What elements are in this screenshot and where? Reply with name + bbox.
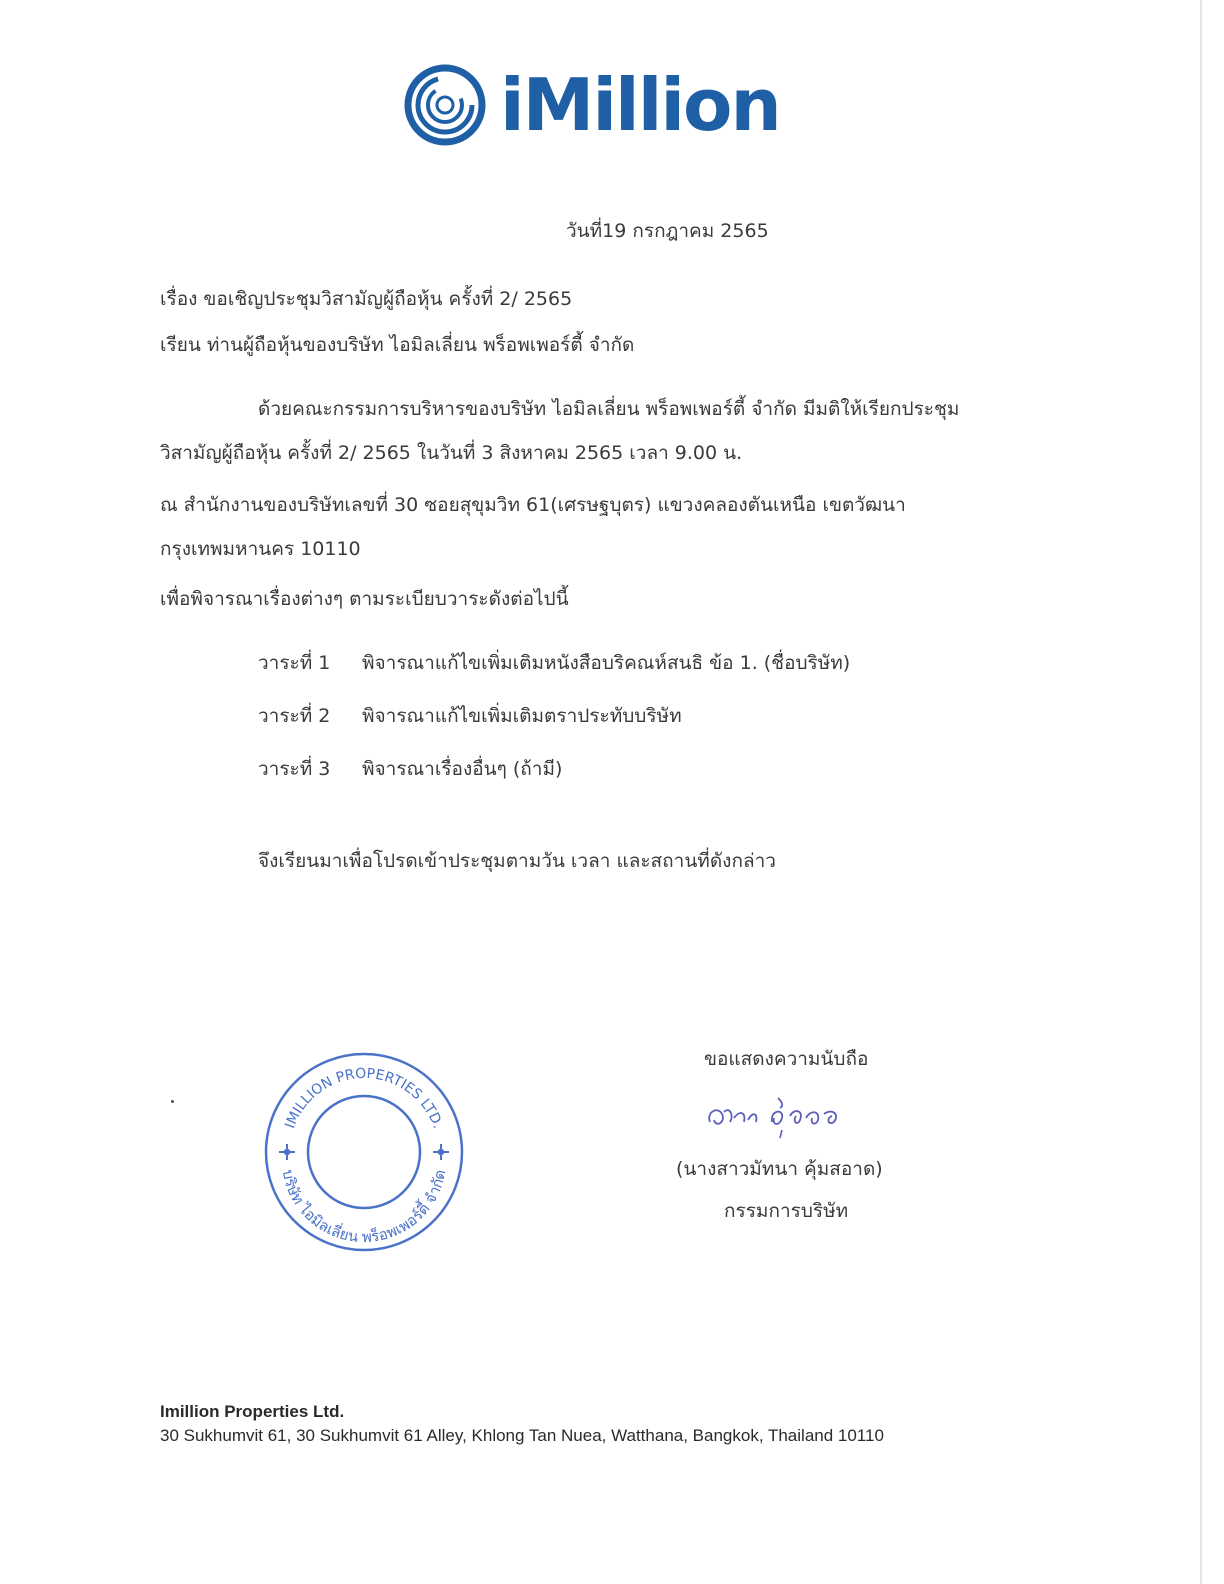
- scan-speck: [171, 1100, 174, 1103]
- stamp-star-right-icon: [433, 1144, 449, 1160]
- imillion-swirl-icon: [404, 64, 486, 146]
- agenda-item-3-text: พิจารณาเรื่องอื่นๆ (ถ้ามี): [362, 758, 563, 780]
- signer-position: กรรมการบริษัท: [724, 1200, 849, 1222]
- letter-subject: เรื่อง ขอเชิญประชุมวิสามัญผู้ถือหุ้น ครั้งที่ 2/ 2565: [160, 288, 573, 310]
- footer-address: 30 Sukhumvit 61, 30 Sukhumvit 61 Alley, Khlong Tan Nuea, Watthana, Bangkok, Thailand 10110: [160, 1426, 884, 1445]
- body-line-5: เพื่อพิจารณาเรื่องต่างๆ ตามระเบียบวาระดังต่อไปนี้: [160, 588, 569, 610]
- body-line-4: กรุงเทพมหานคร 10110: [160, 538, 361, 560]
- agenda-item-3-label: วาระที่ 3: [258, 758, 331, 780]
- footer-company-name: Imillion Properties Ltd.: [160, 1402, 345, 1421]
- letter-date: วันที่19 กรกฎาคม 2565: [566, 220, 769, 242]
- stamp-bottom-text: บริษัท ไอมิลเลี่ยน พร็อพเพอร์ตี้ จำกัด: [278, 1168, 450, 1247]
- signer-name: (นางสาวมัทนา คุ้มสอาด): [676, 1158, 883, 1180]
- body-line-3: ณ สำนักงานของบริษัทเลขที่ 30 ซอยสุขุมวิท 61(เศรษฐบุตร) แขวงคลองตันเหนือ เขตวัฒนา: [160, 494, 906, 516]
- agenda-item-2-text: พิจารณาแก้ไขเพิ่มเติมตราประทับบริษัท: [362, 705, 682, 727]
- company-seal-stamp: [262, 1050, 466, 1254]
- scan-edge-line: [1200, 0, 1202, 1584]
- stamp-top-text: IMILLION PROPERTIES LTD.: [282, 1065, 446, 1131]
- body-line-2: วิสามัญผู้ถือหุ้น ครั้งที่ 2/ 2565 ในวันที่ 3 สิงหาคม 2565 เวลา 9.00 น.: [160, 442, 743, 464]
- logo-text: iMillion: [500, 63, 780, 147]
- closing-line: จึงเรียนมาเพื่อโปรดเข้าประชุมตามวัน เวลา และสถานที่ดังกล่าว: [258, 850, 776, 872]
- company-logo: [404, 60, 780, 150]
- body-line-1: ด้วยคณะกรรมการบริหารของบริษัท ไอมิลเลี่ยน พร็อพเพอร์ตี้ จำกัด มีมติให้เรียกประชุม: [258, 398, 960, 420]
- letter-recipient: เรียน ท่านผู้ถือหุ้นของบริษัท ไอมิลเลี่ยน พร็อพเพอร์ตี้ จำกัด: [160, 334, 635, 356]
- stamp-star-left-icon: [279, 1144, 295, 1160]
- handwritten-signature: [700, 1082, 850, 1146]
- regards-text: ขอแสดงความนับถือ: [704, 1048, 869, 1070]
- agenda-item-1-label: วาระที่ 1: [258, 652, 331, 674]
- agenda-item-2-label: วาระที่ 2: [258, 705, 331, 727]
- agenda-item-1-text: พิจารณาแก้ไขเพิ่มเติมหนังสือบริคณห์สนธิ ข้อ 1. (ชื่อบริษัท): [362, 652, 851, 674]
